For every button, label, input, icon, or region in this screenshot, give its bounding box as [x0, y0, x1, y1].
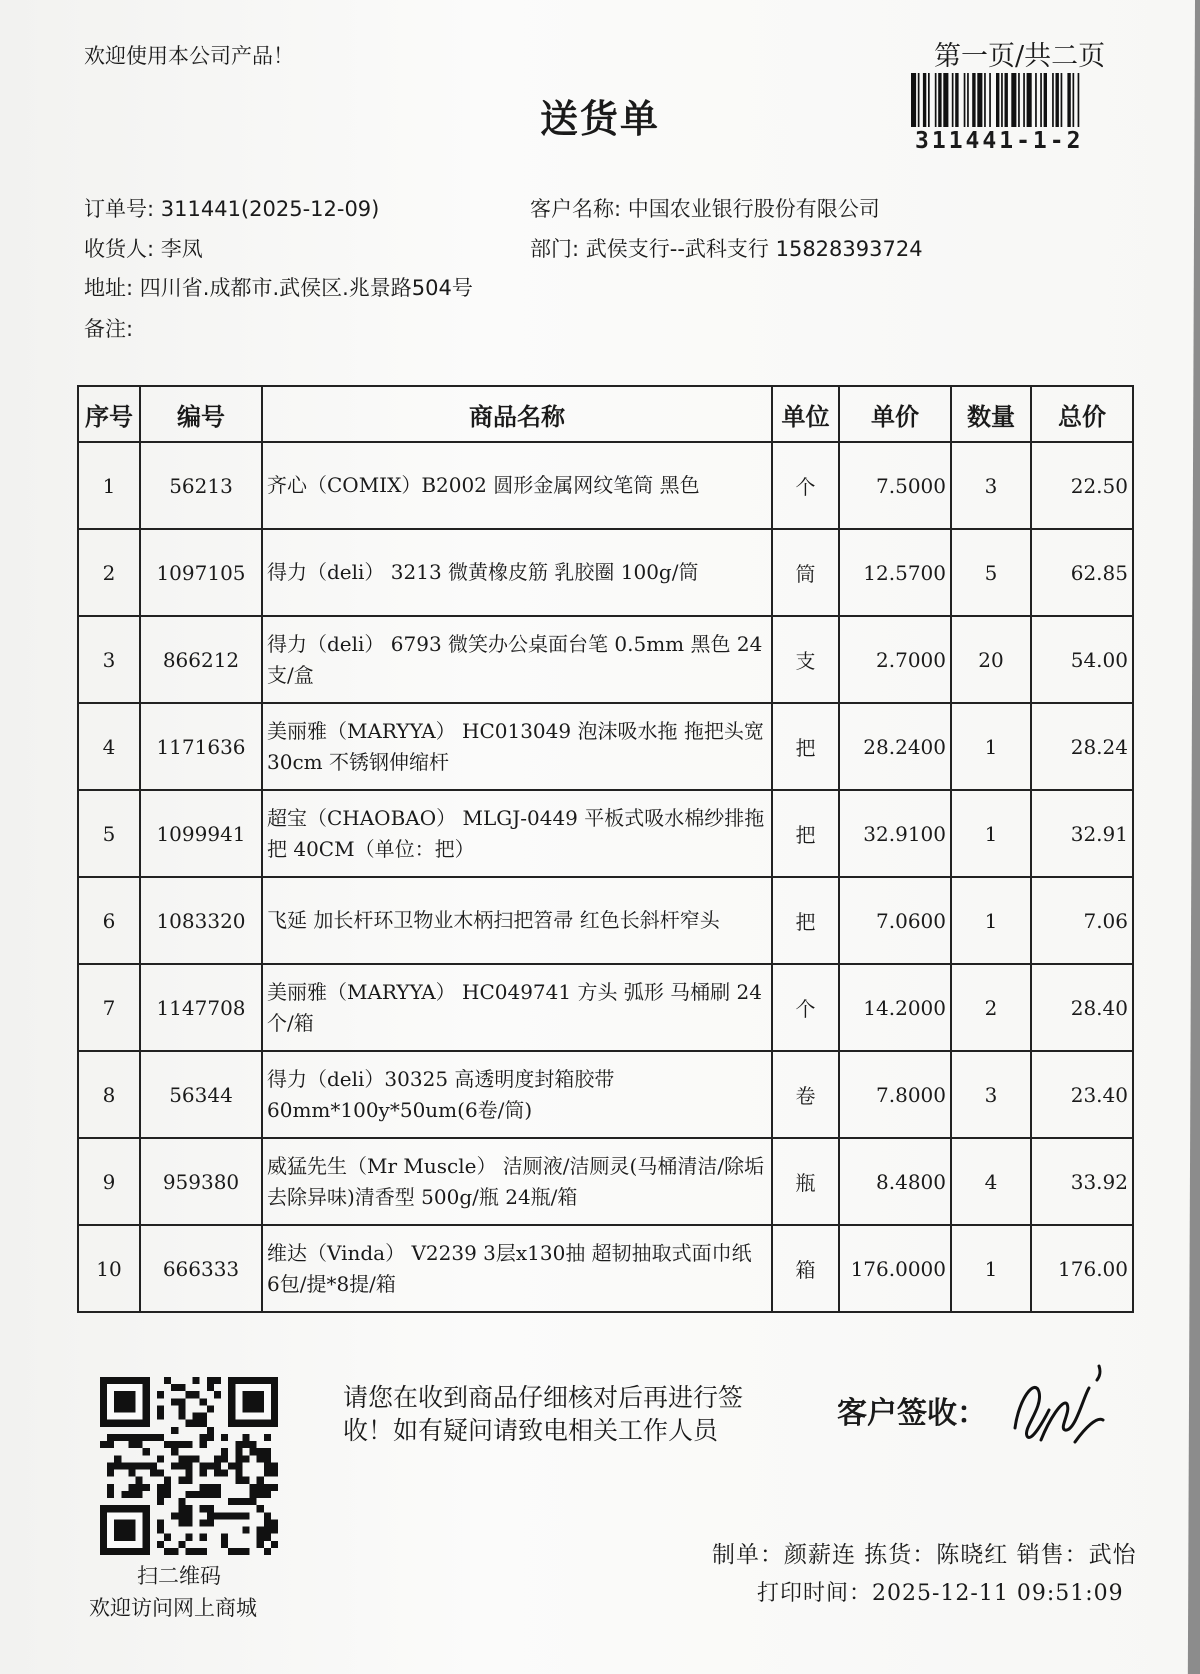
header-seq: 序号 — [78, 386, 140, 442]
cell-seq: 3 — [78, 616, 140, 703]
cell-unit-price: 8.4800 — [839, 1138, 951, 1225]
cell-product-name: 飞延 加长杆环卫物业木柄扫把笤帚 红色长斜杆窄头 — [262, 877, 772, 964]
cell-unit-price: 32.9100 — [839, 790, 951, 877]
cell-quantity: 1 — [951, 790, 1031, 877]
header-code: 编号 — [140, 386, 262, 442]
department-label: 部门: — [530, 237, 580, 261]
cell-unit: 把 — [772, 790, 839, 877]
qr-caption-scan: 扫二维码 — [137, 1564, 221, 1588]
order-number-label: 订单号: — [84, 197, 155, 221]
barcode-icon — [911, 73, 1123, 127]
customer-value: 中国农业银行股份有限公司 — [627, 197, 880, 221]
cell-unit-price: 28.2400 — [839, 703, 951, 790]
customer-sign-label: 客户签收： — [837, 1396, 987, 1431]
cell-unit: 把 — [772, 877, 839, 964]
cell-total: 7.06 — [1031, 877, 1133, 964]
cell-code: 56344 — [140, 1051, 262, 1138]
customer-field — [530, 193, 880, 223]
document-title: 送货单 — [540, 97, 661, 141]
cell-seq: 4 — [78, 703, 140, 790]
header-quantity: 数量 — [951, 386, 1031, 442]
table-row — [78, 964, 1133, 1051]
cell-total: 32.91 — [1031, 790, 1133, 877]
cell-quantity: 2 — [951, 964, 1031, 1051]
cell-code: 1099941 — [140, 790, 262, 877]
cell-total: 62.85 — [1031, 529, 1133, 616]
table-row — [78, 442, 1133, 529]
receiver-value: 李凤 — [160, 237, 203, 261]
welcome-text: 欢迎使用本公司产品！ — [84, 44, 294, 68]
table-row — [78, 1138, 1133, 1225]
cell-unit: 把 — [772, 703, 839, 790]
cell-quantity: 1 — [951, 1225, 1031, 1312]
cell-unit-price: 12.5700 — [839, 529, 951, 616]
cell-product-name: 超宝（CHAOBAO） MLGJ-0449 平板式吸水棉纱排拖把 40CM（单位：把） — [262, 790, 772, 877]
qr-code-icon — [100, 1377, 278, 1555]
cell-unit: 瓶 — [772, 1138, 839, 1225]
address-label: 地址: — [84, 276, 134, 300]
address-field — [84, 272, 473, 302]
cell-total: 22.50 — [1031, 442, 1133, 529]
cell-code: 866212 — [140, 616, 262, 703]
cell-unit: 个 — [772, 442, 839, 529]
print-time: 打印时间：2025-12-11 09:51:09 — [757, 1581, 1124, 1606]
staff-info: 制单：颜薪连 拣货：陈晓红 销售：武怡 — [712, 1542, 1137, 1568]
header-product-name: 商品名称 — [262, 386, 772, 442]
cell-seq: 10 — [78, 1225, 140, 1312]
handwritten-signature — [1005, 1358, 1115, 1458]
cell-code: 1171636 — [140, 703, 262, 790]
cell-seq: 8 — [78, 1051, 140, 1138]
cell-quantity: 1 — [951, 877, 1031, 964]
items-table — [77, 385, 1134, 1313]
cell-unit: 个 — [772, 964, 839, 1051]
cell-product-name: 得力（deli） 6793 微笑办公桌面台笔 0.5mm 黑色 24支/盒 — [262, 616, 772, 703]
cell-quantity: 1 — [951, 703, 1031, 790]
cell-product-name: 得力（deli）30325 高透明度封箱胶带 60mm*100y*50um(6卷/筒) — [262, 1051, 772, 1138]
table-row — [78, 1051, 1133, 1138]
address-value: 四川省.成都市.武侯区.兆景路504号 — [139, 276, 473, 300]
cell-seq: 1 — [78, 442, 140, 529]
cell-unit: 筒 — [772, 529, 839, 616]
cell-unit: 卷 — [772, 1051, 839, 1138]
cell-quantity: 4 — [951, 1138, 1031, 1225]
check-notice: 请您在收到商品仔细核对后再进行签收！如有疑问请致电相关工作人员 — [343, 1383, 744, 1445]
cell-unit-price: 7.5000 — [839, 442, 951, 529]
cell-seq: 2 — [78, 529, 140, 616]
cell-product-name: 维达（Vinda） V2239 3层x130抽 超韧抽取式面巾纸 6包/提*8提/箱 — [262, 1225, 772, 1312]
cell-total: 28.24 — [1031, 703, 1133, 790]
table-row — [78, 529, 1133, 616]
table-row — [78, 1225, 1133, 1312]
cell-code: 666333 — [140, 1225, 262, 1312]
cell-product-name: 美丽雅（MARYYA） HC049741 方头 弧形 马桶刷 24个/箱 — [262, 964, 772, 1051]
cell-total: 176.00 — [1031, 1225, 1133, 1312]
header-unit: 单位 — [772, 386, 839, 442]
cell-unit-price: 176.0000 — [839, 1225, 951, 1312]
barcode-number: 311441-1-2 — [915, 128, 1084, 154]
cell-total: 54.00 — [1031, 616, 1133, 703]
cell-total: 33.92 — [1031, 1138, 1133, 1225]
cell-unit: 箱 — [772, 1225, 839, 1312]
order-number-value: 311441(2025-12-09) — [160, 197, 380, 221]
cell-product-name: 美丽雅（MARYYA） HC013049 泡沫吸水拖 拖把头宽30cm 不锈钢伸缩杆 — [262, 703, 772, 790]
table-header-row — [78, 386, 1133, 442]
order-number-field — [84, 193, 379, 223]
header-total: 总价 — [1031, 386, 1133, 442]
cell-quantity: 20 — [951, 616, 1031, 703]
cell-code: 1097105 — [140, 529, 262, 616]
remark-field — [84, 313, 133, 343]
cell-unit-price: 2.7000 — [839, 616, 951, 703]
cell-quantity: 3 — [951, 442, 1031, 529]
cell-code: 1147708 — [140, 964, 262, 1051]
cell-code: 56213 — [140, 442, 262, 529]
header-unit-price: 单价 — [839, 386, 951, 442]
cell-quantity: 3 — [951, 1051, 1031, 1138]
cell-total: 23.40 — [1031, 1051, 1133, 1138]
cell-product-name: 齐心（COMIX）B2002 圆形金属网纹笔筒 黑色 — [262, 442, 772, 529]
cell-product-name: 威猛先生（Mr Muscle） 洁厕液/洁厕灵(马桶清洁/除垢去除异味)清香型 500g/瓶 24瓶/箱 — [262, 1138, 772, 1225]
cell-unit: 支 — [772, 616, 839, 703]
cell-seq: 6 — [78, 877, 140, 964]
cell-unit-price: 7.0600 — [839, 877, 951, 964]
cell-unit-price: 14.2000 — [839, 964, 951, 1051]
receiver-field — [84, 233, 203, 263]
receiver-label: 收货人: — [84, 237, 155, 261]
customer-label: 客户名称: — [530, 197, 622, 221]
cell-seq: 7 — [78, 964, 140, 1051]
cell-total: 28.40 — [1031, 964, 1133, 1051]
table-row — [78, 790, 1133, 877]
department-field — [530, 233, 923, 263]
cell-seq: 9 — [78, 1138, 140, 1225]
page-indicator: 第一页/共二页 — [934, 41, 1106, 72]
cell-code: 1083320 — [140, 877, 262, 964]
qr-caption-mall: 欢迎访问网上商城 — [89, 1596, 257, 1620]
remark-label: 备注: — [84, 317, 134, 341]
cell-quantity: 5 — [951, 529, 1031, 616]
cell-code: 959380 — [140, 1138, 262, 1225]
cell-unit-price: 7.8000 — [839, 1051, 951, 1138]
cell-product-name: 得力（deli） 3213 微黄橡皮筋 乳胶圈 100g/筒 — [262, 529, 772, 616]
table-row — [78, 877, 1133, 964]
cell-seq: 5 — [78, 790, 140, 877]
department-value: 武侯支行--武科支行 15828393724 — [585, 237, 923, 261]
table-row — [78, 616, 1133, 703]
table-row — [78, 703, 1133, 790]
